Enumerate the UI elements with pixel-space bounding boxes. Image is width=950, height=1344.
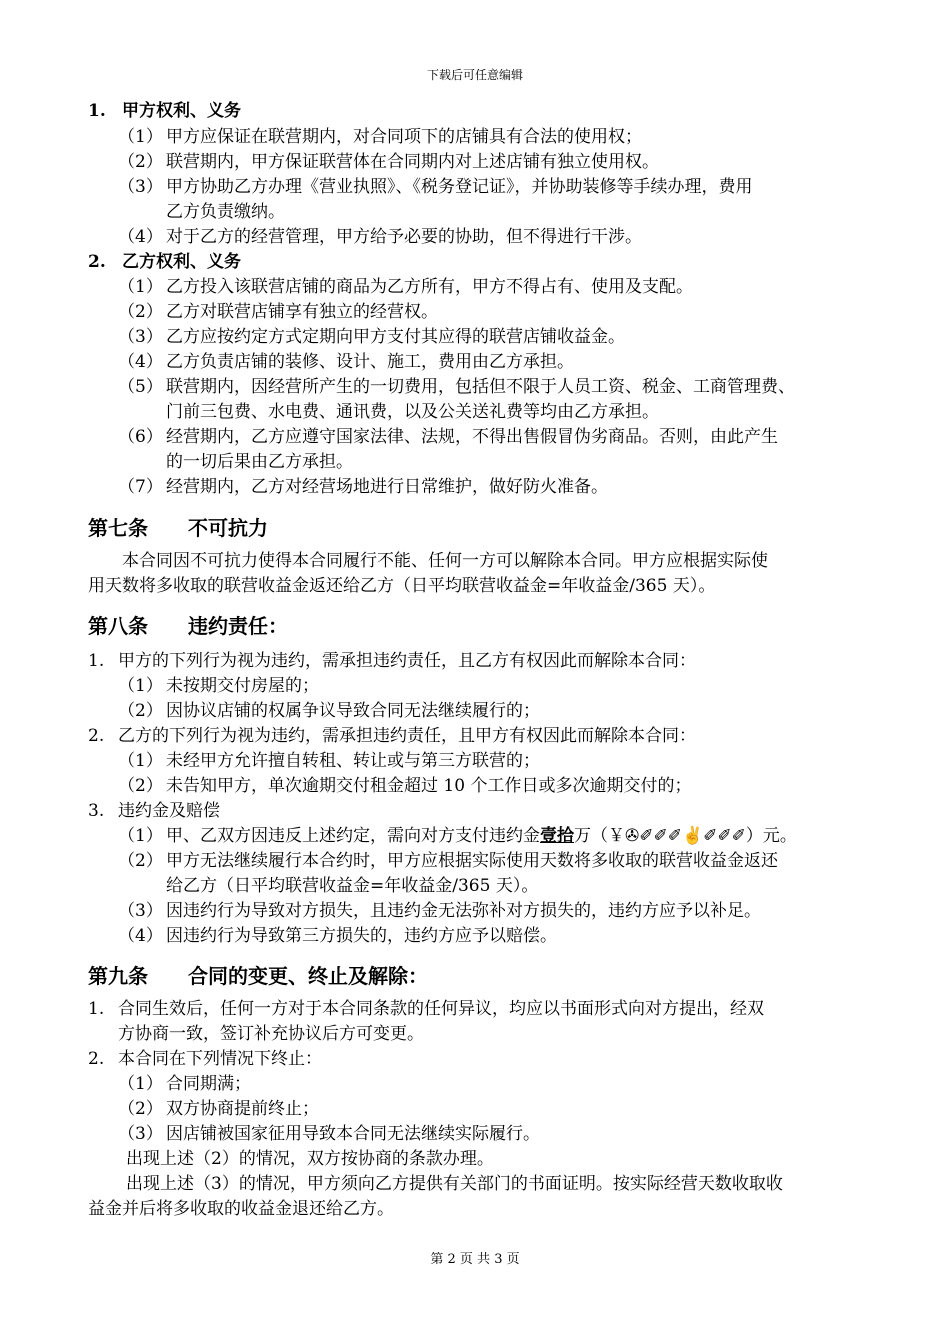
item-text: 因店铺被国家征用导致本合同无法继续实际履行。	[166, 1124, 540, 1144]
item-text: 甲方协助乙方办理《营业执照》、《税务登记证》，并协助装修等手续办理，费用	[166, 177, 753, 197]
item-label: （4）	[118, 926, 163, 946]
item-label: （4）	[118, 227, 163, 247]
list-item	[118, 426, 778, 448]
item-text	[166, 825, 797, 847]
page-header: 下载后可任意编辑	[426, 68, 523, 82]
item-text-post: 万（￥✇✐✐✐✌✐✐✐）元。	[574, 826, 797, 846]
item-text: 对于乙方的经营管理，甲方给予必要的协助，但不得进行干涉。	[166, 227, 642, 247]
list-item	[118, 775, 692, 797]
item-label: （3）	[118, 1124, 163, 1144]
paragraph: 益金并后将多收取的收益金退还给乙方。	[88, 1199, 394, 1219]
clause-number: 2.	[88, 1049, 105, 1069]
page-footer: 第 2 页 共 3 页	[430, 1252, 520, 1267]
item-text: 因协议店铺的权属争议导致合同无法继续履行的；	[166, 701, 540, 721]
item-text: 双方协商提前终止；	[166, 1099, 319, 1119]
list-item	[118, 1073, 251, 1095]
item-label: （7）	[118, 477, 163, 497]
item-label: （3）	[118, 901, 163, 921]
item-text: 未按期交付房屋的；	[166, 676, 319, 696]
list-item	[118, 900, 761, 922]
clause-number: 1.	[88, 999, 105, 1019]
clause	[88, 1048, 322, 1070]
item-label: （2）	[118, 701, 163, 721]
article-8-heading	[88, 610, 288, 639]
item-text: 甲方无法继续履行本合约时，甲方应根据实际使用天数将多收取的联营收益金返还	[166, 851, 778, 871]
list-item	[118, 151, 659, 173]
section-number: 1.	[88, 101, 106, 121]
item-continuation: 给乙方（日平均联营收益金=年收益金/365 天）。	[166, 876, 539, 896]
item-label: （1）	[118, 127, 163, 147]
clause-number: 3.	[88, 801, 105, 821]
item-label: （5）	[118, 377, 163, 397]
list-item	[118, 126, 642, 148]
list-item	[118, 176, 753, 198]
item-label: （3）	[118, 327, 163, 347]
item-label: （2）	[118, 851, 163, 871]
item-text: 因违约行为导致第三方损失的，违约方应予以赔偿。	[166, 926, 557, 946]
article-title: 合同的变更、终止及解除：	[188, 964, 428, 988]
list-item	[118, 351, 574, 373]
item-label: （1）	[118, 826, 163, 846]
article-9-heading	[88, 960, 428, 989]
item-label: （1）	[118, 676, 163, 696]
paragraph: 用天数将多收取的联营收益金返还给乙方（日平均联营收益金=年收益金/365 天）。	[88, 576, 716, 596]
clause	[88, 800, 220, 822]
item-text: 经营期内，乙方应遵守国家法律、法规，不得出售假冒伪劣商品。否则，由此产生	[166, 427, 778, 447]
list-item	[118, 301, 438, 323]
item-label: （2）	[118, 302, 163, 322]
clause-text: 本合同在下列情况下终止：	[118, 1049, 322, 1069]
paragraph: 出现上述（3）的情况，甲方须向乙方提供有关部门的书面证明。按实际经营天数收取收	[126, 1174, 783, 1194]
clause	[88, 725, 696, 747]
item-text: 乙方对联营店铺享有独立的经营权。	[166, 302, 438, 322]
article-number: 第九条	[88, 964, 148, 988]
item-label: （6）	[118, 427, 163, 447]
paragraph: 本合同因不可抗力使得本合同履行不能、任何一方可以解除本合同。甲方应根据实际使	[122, 551, 768, 571]
list-item	[118, 1123, 540, 1145]
item-text: 因违约行为导致对方损失，且违约金无法弥补对方损失的，违约方应予以补足。	[166, 901, 761, 921]
list-item	[118, 850, 778, 872]
item-label: （3）	[118, 177, 163, 197]
article-number: 第七条	[88, 516, 148, 540]
list-item	[118, 226, 642, 248]
penalty-amount: 壹拾	[540, 826, 574, 846]
item-continuation: 乙方负责缴纳。	[166, 202, 285, 222]
section-title: 乙方权利、义务	[122, 252, 241, 272]
list-item	[118, 825, 797, 847]
clause-text: 合同生效后，任何一方对于本合同条款的任何异议，均应以书面形式向对方提出，经双	[118, 999, 764, 1019]
item-text-pre: 甲、乙双方因违反上述约定，需向对方支付违约金	[166, 826, 540, 846]
list-item	[118, 376, 795, 398]
article-title: 违约责任：	[188, 614, 288, 638]
article-number: 第八条	[88, 614, 148, 638]
clause-number: 2.	[88, 726, 105, 746]
item-text: 未告知甲方，单次逾期交付租金超过 10 个工作日或多次逾期交付的；	[166, 776, 692, 796]
section-title: 甲方权利、义务	[122, 101, 241, 121]
clause	[88, 650, 696, 672]
item-text: 联营期内，甲方保证联营体在合同期内对上述店铺有独立使用权。	[166, 152, 659, 172]
item-label: （1）	[118, 751, 163, 771]
clause-text: 甲方的下列行为视为违约，需承担违约责任，且乙方有权因此而解除本合同：	[118, 651, 696, 671]
item-text: 联营期内，因经营所产生的一切费用，包括但不限于人员工资、税金、工商管理费、	[166, 377, 795, 397]
item-text: 未经甲方允许擅自转租、转让或与第三方联营的；	[166, 751, 540, 771]
item-text: 乙方负责店铺的装修、设计、施工，费用由乙方承担。	[166, 352, 574, 372]
list-item	[118, 700, 540, 722]
list-item	[118, 476, 608, 498]
item-text: 经营期内，乙方对经营场地进行日常维护，做好防火准备。	[166, 477, 608, 497]
list-item	[118, 675, 319, 697]
list-item	[118, 925, 557, 947]
item-text: 甲方应保证在联营期内，对合同项下的店铺具有合法的使用权；	[166, 127, 642, 147]
item-continuation: 的一切后果由乙方承担。	[166, 452, 353, 472]
article-title: 不可抗力	[188, 516, 268, 540]
clause-text: 乙方的下列行为视为违约，需承担违约责任，且甲方有权因此而解除本合同：	[118, 726, 696, 746]
item-label: （2）	[118, 152, 163, 172]
section-number: 2.	[88, 252, 106, 272]
item-label: （1）	[118, 277, 163, 297]
clause-text: 违约金及赔偿	[118, 801, 220, 821]
clause-continuation: 方协商一致，签订补充协议后方可变更。	[118, 1024, 424, 1044]
item-continuation: 门前三包费、水电费、通讯费，以及公关送礼费等均由乙方承担。	[166, 402, 659, 422]
list-item	[118, 1098, 319, 1120]
paragraph: 出现上述（2）的情况，双方按协商的条款办理。	[126, 1149, 494, 1169]
item-label: （2）	[118, 776, 163, 796]
item-text: 合同期满；	[166, 1074, 251, 1094]
item-label: （1）	[118, 1074, 163, 1094]
list-item	[118, 276, 693, 298]
list-item	[118, 326, 625, 348]
item-label: （4）	[118, 352, 163, 372]
item-label: （2）	[118, 1099, 163, 1119]
list-item	[118, 750, 540, 772]
item-text: 乙方投入该联营店铺的商品为乙方所有，甲方不得占有、使用及支配。	[166, 277, 693, 297]
article-7-heading	[88, 512, 268, 541]
clause-number: 1.	[88, 651, 105, 671]
item-text: 乙方应按约定方式定期向甲方支付其应得的联营店铺收益金。	[166, 327, 625, 347]
clause	[88, 998, 764, 1020]
